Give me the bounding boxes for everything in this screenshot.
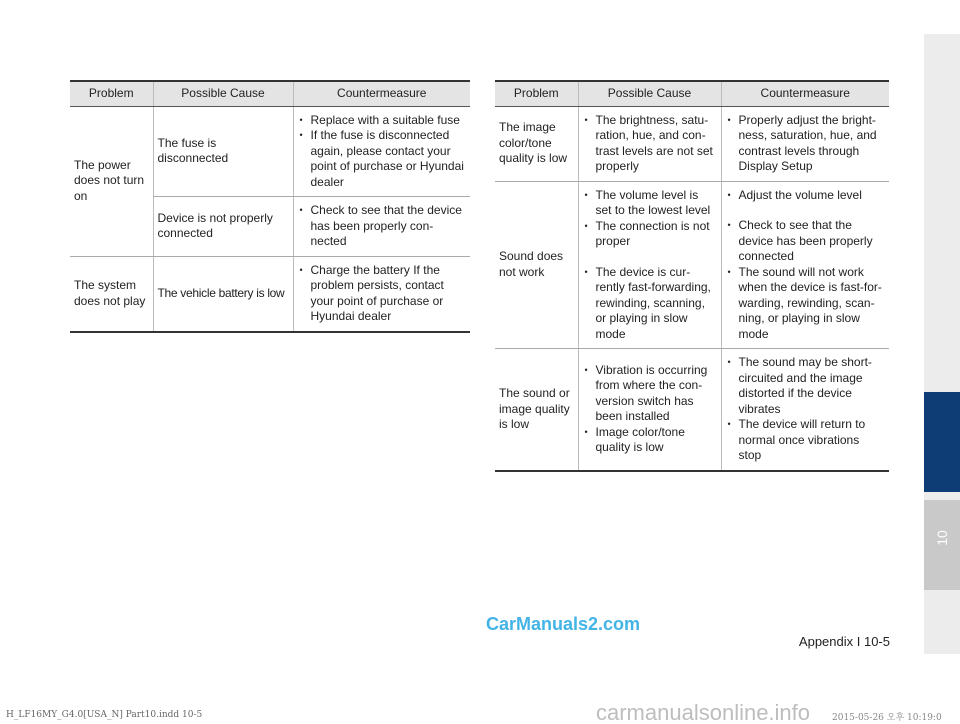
- problem-cell: The system does not play: [70, 256, 153, 332]
- header-problem: Problem: [70, 81, 153, 106]
- print-date: 2015-05-26 오후 10:19:0: [832, 713, 942, 723]
- cause-cell: The fuse is disconnected: [153, 106, 293, 197]
- header-problem: Problem: [495, 81, 578, 106]
- header-possible-cause: Possible Cause: [153, 81, 293, 106]
- cause-list: [583, 188, 717, 343]
- problem-cell: The image color/tone quality is low: [495, 106, 578, 181]
- list-item: • Check to see that the device has been properly con-nected: [298, 203, 467, 250]
- countermeasure-list: [298, 263, 467, 325]
- page-number: Appendix I 10-5: [798, 634, 890, 649]
- table-row: [70, 256, 470, 332]
- problem-cell: The sound or image quality is low: [495, 349, 578, 471]
- list-item: • Adjust the volume level: [726, 188, 886, 204]
- cause-cell: [578, 181, 721, 349]
- countermeasure-cell: [721, 349, 889, 471]
- list-item: • The connection is not proper: [583, 219, 717, 250]
- print-filename: H_LF16MY_G4.0[USA_N] Part10.indd 10-5: [6, 710, 203, 720]
- problem-cell: Sound does not work: [495, 181, 578, 349]
- list-item: • Check to see that the device has been properly connected: [726, 218, 886, 265]
- countermeasure-list: [298, 203, 467, 250]
- cause-list: [583, 363, 717, 456]
- cause-list: [583, 113, 717, 175]
- table-row: [495, 106, 889, 181]
- countermeasure-cell: [721, 106, 889, 181]
- countermeasure-list: [726, 188, 886, 343]
- list-item: • Image color/tone quality is low: [583, 425, 717, 456]
- table-row: [70, 106, 470, 197]
- watermark-logo: CarManuals2.com: [486, 614, 641, 634]
- troubleshooting-table-right: [495, 80, 889, 472]
- header-countermeasure: Countermeasure: [721, 81, 889, 106]
- cause-cell: [578, 106, 721, 181]
- header-countermeasure: Countermeasure: [293, 81, 470, 106]
- countermeasure-cell: [293, 106, 470, 197]
- list-item: • Charge the battery If the problem persists, contact your point of purchase or Hyundai dealer: [298, 263, 467, 325]
- countermeasure-list: [726, 355, 886, 464]
- cause-cell: Device is not properly connected: [153, 197, 293, 257]
- table-row: [495, 181, 889, 349]
- list-item: • The device will return to normal once vibrations stop: [726, 417, 886, 464]
- list-item: • Vibration is occurring from where the con-version switch has been installed: [583, 363, 717, 425]
- countermeasure-list: [726, 113, 886, 175]
- countermeasure-list: [298, 113, 467, 191]
- list-item: • Replace with a suitable fuse: [298, 113, 467, 129]
- table-row: [495, 349, 889, 471]
- table-header-row: [495, 81, 889, 106]
- countermeasure-cell: [293, 197, 470, 257]
- header-possible-cause: Possible Cause: [578, 81, 721, 106]
- list-item: • The sound may be short-circuited and the image distorted if the device vibrates: [726, 355, 886, 417]
- troubleshooting-table-left: [70, 80, 470, 333]
- watermark-site: carmanualsonline.info: [596, 700, 811, 724]
- list-item: • Properly adjust the bright-ness, saturation, hue, and contrast levels through Display Setup: [726, 113, 886, 175]
- cause-cell: The vehicle battery is low: [153, 256, 293, 332]
- table-header-row: [70, 81, 470, 106]
- list-item: • The device is cur-rently fast-forwarding, rewinding, scanning, or playing in slow mode: [583, 265, 717, 343]
- problem-cell: The power does not turn on: [70, 106, 153, 256]
- list-item: • The brightness, satu-ration, hue, and con-trast levels are not set properly: [583, 113, 717, 175]
- chapter-number: 10: [934, 530, 950, 546]
- list-item: • The volume level is set to the lowest level: [583, 188, 717, 219]
- list-item: • The sound will not work when the device is fast-for-warding, rewinding, scan-ning, or playing in slow mode: [726, 265, 886, 343]
- list-item: • If the fuse is disconnected again, please contact your point of purchase or Hyundai dealer: [298, 128, 467, 190]
- chapter-tab-active: [924, 392, 960, 492]
- cause-cell: [578, 349, 721, 471]
- countermeasure-cell: [721, 181, 889, 349]
- countermeasure-cell: [293, 256, 470, 332]
